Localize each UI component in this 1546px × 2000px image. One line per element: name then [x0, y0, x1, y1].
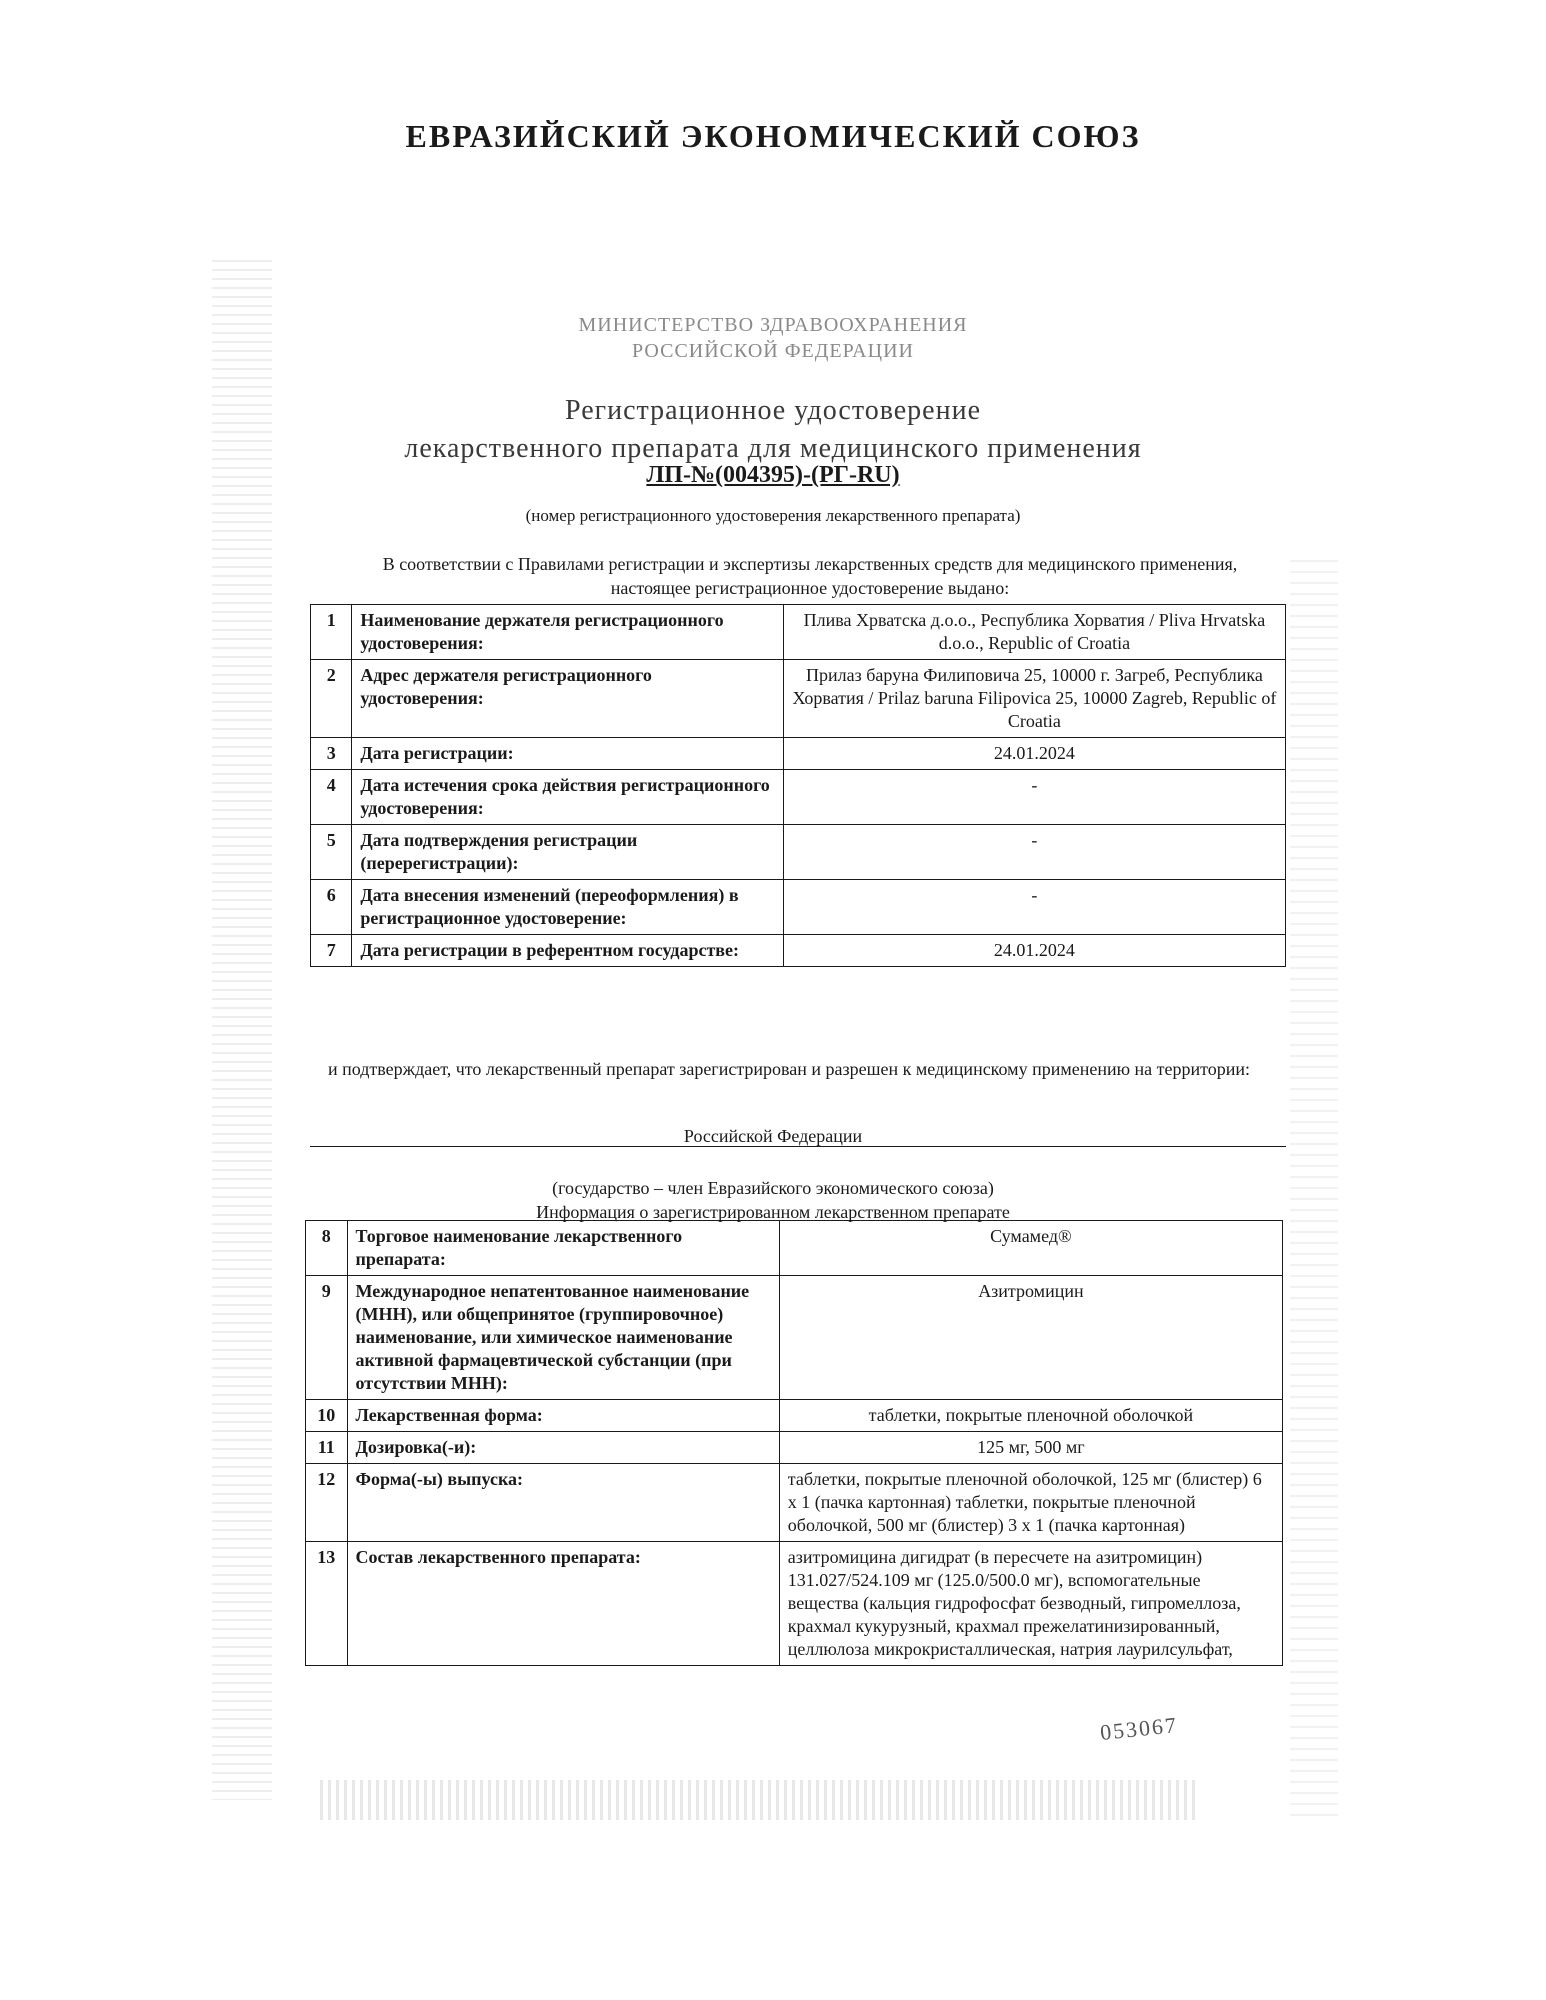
- row-label: Состав лекарственного препарата:: [347, 1542, 779, 1666]
- row-label: Дата регистрации в референтном государстве:: [352, 935, 783, 967]
- table-row: [306, 1464, 1283, 1542]
- row-number: 11: [306, 1432, 348, 1464]
- row-label: Форма(-ы) выпуска:: [347, 1464, 779, 1542]
- row-label: Дозировка(-и):: [347, 1432, 779, 1464]
- table-row: [306, 1400, 1283, 1432]
- certificate-number: ЛП-№(004395)-(РГ-RU): [646, 462, 900, 488]
- certificate-number-caption: (номер регистрационного удостоверения лекарственного препарата): [525, 506, 1021, 525]
- row-value: азитромицина дигидрат (в пересчете на азитромицин) 131.027/524.109 мг (125.0/500.0 мг), вспомогательные вещества (кальция гидрофосфат безводный, гипромеллоза, крахмал кукурузный, крахмал прежелатинизированный, целлюлоза микрокристаллическая, натрия лаурилсульфат,: [779, 1542, 1282, 1666]
- country-caption: (государство – член Евразийского экономического союза): [552, 1178, 994, 1198]
- certificate-title-line-1: Регистрационное удостоверение: [564, 395, 982, 426]
- row-number: 2: [311, 660, 352, 738]
- row-value: таблетки, покрытые пленочной оболочкой: [779, 1400, 1282, 1432]
- table-row: [311, 825, 1286, 880]
- row-value: 24.01.2024: [783, 935, 1285, 967]
- row-value: 125 мг, 500 мг: [779, 1432, 1282, 1464]
- row-label: Дата регистрации:: [352, 738, 783, 770]
- ministry-line-1: МИНИСТЕРСТВО ЗДРАВООХРАНЕНИЯ: [578, 314, 968, 336]
- table-row: [306, 1432, 1283, 1464]
- row-label: Международное непатентованное наименование (МНН), или общепринятое (группировочное) наименование, или химическое наименование активной фармацевтической субстанции (при отсутствии МНН):: [347, 1276, 779, 1400]
- row-label: Дата истечения срока действия регистрационного удостоверения:: [352, 770, 783, 825]
- scan-noise-bottom: [320, 1780, 1200, 1820]
- row-label: Наименование держателя регистрационного удостоверения:: [352, 605, 783, 660]
- certificate-title-line-2: лекарственного препарата для медицинского применения: [404, 433, 1142, 464]
- row-number: 10: [306, 1400, 348, 1432]
- table-row: [311, 880, 1286, 935]
- table-row: [311, 738, 1286, 770]
- row-label: Лекарственная форма:: [347, 1400, 779, 1432]
- row-value: Прилаз баруна Филиповича 25, 10000 г. Загреб, Республика Хорватия / Prilaz baruna Filipovica 25, 10000 Zagreb, Republic of Croatia: [783, 660, 1285, 738]
- holder-table: [310, 604, 1286, 967]
- row-label: Дата подтверждения регистрации (перерегистрации):: [352, 825, 783, 880]
- certificate-title: [0, 392, 1546, 468]
- country-name: Российской Федерации: [683, 1126, 863, 1146]
- row-value: Сумамед®: [779, 1221, 1282, 1276]
- row-number: 6: [311, 880, 352, 935]
- union-title: ЕВРАЗИЙСКИЙ ЭКОНОМИЧЕСКИЙ СОЮЗ: [405, 118, 1141, 154]
- table-row: [306, 1276, 1283, 1400]
- form-serial-number: 053067: [1098, 1711, 1180, 1746]
- row-value: 24.01.2024: [783, 738, 1285, 770]
- row-number: 1: [311, 605, 352, 660]
- confirmation-text: и подтверждает, что лекарственный препарат зарегистрирован и разрешен к медицинскому применению на территории:: [328, 1059, 1251, 1079]
- row-number: 13: [306, 1542, 348, 1666]
- row-number: 9: [306, 1276, 348, 1400]
- row-value: Азитромицин: [779, 1276, 1282, 1400]
- row-label: Торговое наименование лекарственного препарата:: [347, 1221, 779, 1276]
- table-row: [306, 1542, 1283, 1666]
- drug-table: [305, 1220, 1283, 1666]
- ministry-line-2: РОССИЙСКОЙ ФЕДЕРАЦИИ: [632, 340, 914, 362]
- scan-noise-left: [212, 260, 272, 1800]
- row-label: Адрес держателя регистрационного удостоверения:: [352, 660, 783, 738]
- table-row: [311, 935, 1286, 967]
- row-number: 12: [306, 1464, 348, 1542]
- row-number: 8: [306, 1221, 348, 1276]
- table-row: [311, 605, 1286, 660]
- row-number: 5: [311, 825, 352, 880]
- row-value: таблетки, покрытые пленочной оболочкой, 125 мг (блистер) 6 x 1 (пачка картонная) таблетки, покрытые пленочной оболочкой, 500 мг (блистер) 3 x 1 (пачка картонная): [779, 1464, 1282, 1542]
- row-value: -: [783, 825, 1285, 880]
- table-row: [311, 660, 1286, 738]
- ministry-name: [0, 312, 1546, 364]
- row-value: -: [783, 880, 1285, 935]
- table-row: [311, 770, 1286, 825]
- row-number: 7: [311, 935, 352, 967]
- row-number: 4: [311, 770, 352, 825]
- row-number: 3: [311, 738, 352, 770]
- row-label: Дата внесения изменений (переоформления) в регистрационное удостоверение:: [352, 880, 783, 935]
- row-value: -: [783, 770, 1285, 825]
- row-value: Плива Хрватска д.о.о., Республика Хорватия / Pliva Hrvatska d.o.o., Republic of Croatia: [783, 605, 1285, 660]
- drug-info-heading: Информация о зарегистрированном лекарственном препарате: [536, 1202, 1010, 1222]
- country-underline: [310, 1146, 1286, 1147]
- table-row: [306, 1221, 1283, 1276]
- intro-text: В соответствии с Правилами регистрации и экспертизы лекарственных средств для медицинского применения, настоящее регистрационное удостоверение выдано:: [382, 554, 1238, 598]
